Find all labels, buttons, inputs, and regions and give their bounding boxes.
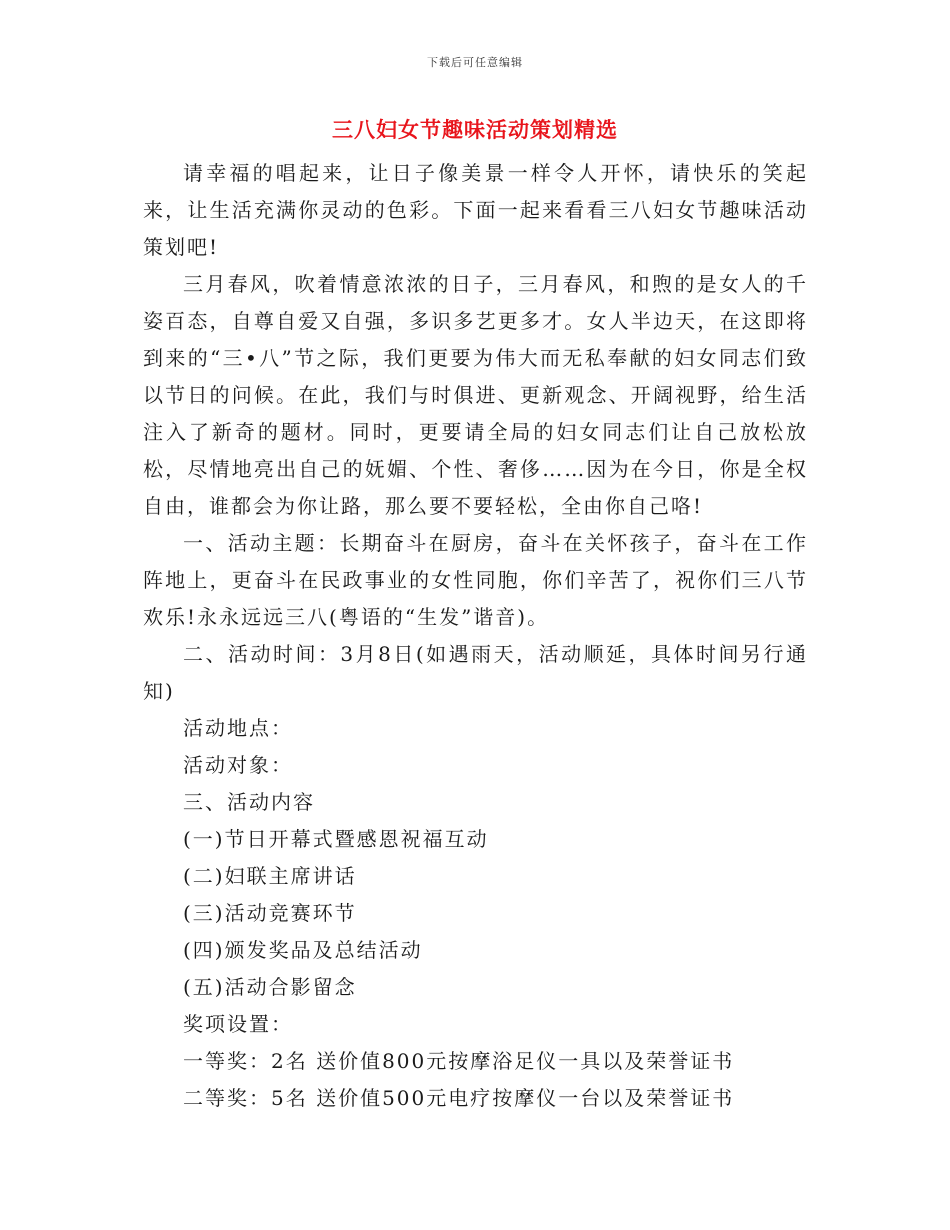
award-first-prize: 一等奖：2名 送价值800元按摩浴足仪一具以及荣誉证书 [183,1049,735,1073]
document-body [143,155,808,1117]
location-line: 活动地点： [183,716,293,740]
content-item: (五)活动合影留念 [183,975,357,999]
intro-paragraph: 请幸福的唱起来，让日子像美景一样令人开怀，请快乐的笑起来，让生活充满你灵动的色彩。下面一起来看看三八妇女节趣味活动策划吧! [143,161,808,259]
document-title: 三八妇女节趣味活动策划精选 [332,117,618,142]
awards-heading: 奖项设置： [183,1012,293,1036]
content-item: (一)节日开幕式暨感恩祝福互动 [183,827,489,851]
content-item: (二)妇联主席讲话 [183,864,357,888]
content-item: (三)活动竞赛环节 [183,901,357,925]
content-heading: 三、活动内容 [183,790,315,814]
background-paragraph: 三月春风，吹着情意浓浓的日子，三月春风，和煦的是女人的千姿百态，自尊自爱又自强，多识多艺更多才。女人半边天，在这即将到来的“三•八”节之际，我们更要为伟大而无私奉献的妇女同志们致以节日的问候。在此，我们与时俱进、更新观念、开阔视野，给生活注入了新奇的题材。同时，更要请全局的妇女同志们让自己放松放松，尽情地亮出自己的妩媚、个性、奢侈……因为在今日，你是全权自由，谁都会为你让路，那么要不要轻松，全由你自己咯! [143,272,808,518]
page-header-note: 下载后可任意编辑 [427,56,523,69]
award-second-prize: 二等奖：5名 送价值500元电疗按摩仪一台以及荣誉证书 [183,1086,735,1110]
audience-line: 活动对象： [183,753,293,777]
content-item: (四)颁发奖品及总结活动 [183,938,423,962]
theme-paragraph: 一、活动主题：长期奋斗在厨房，奋斗在关怀孩子，奋斗在工作阵地上，更奋斗在民政事业的女性同胞，你们辛苦了，祝你们三八节欢乐!永永远远三八(粤语的“生发”谐音)。 [143,531,808,629]
time-paragraph: 二、活动时间：3月8日(如遇雨天，活动顺延，具体时间另行通知) [143,642,808,703]
